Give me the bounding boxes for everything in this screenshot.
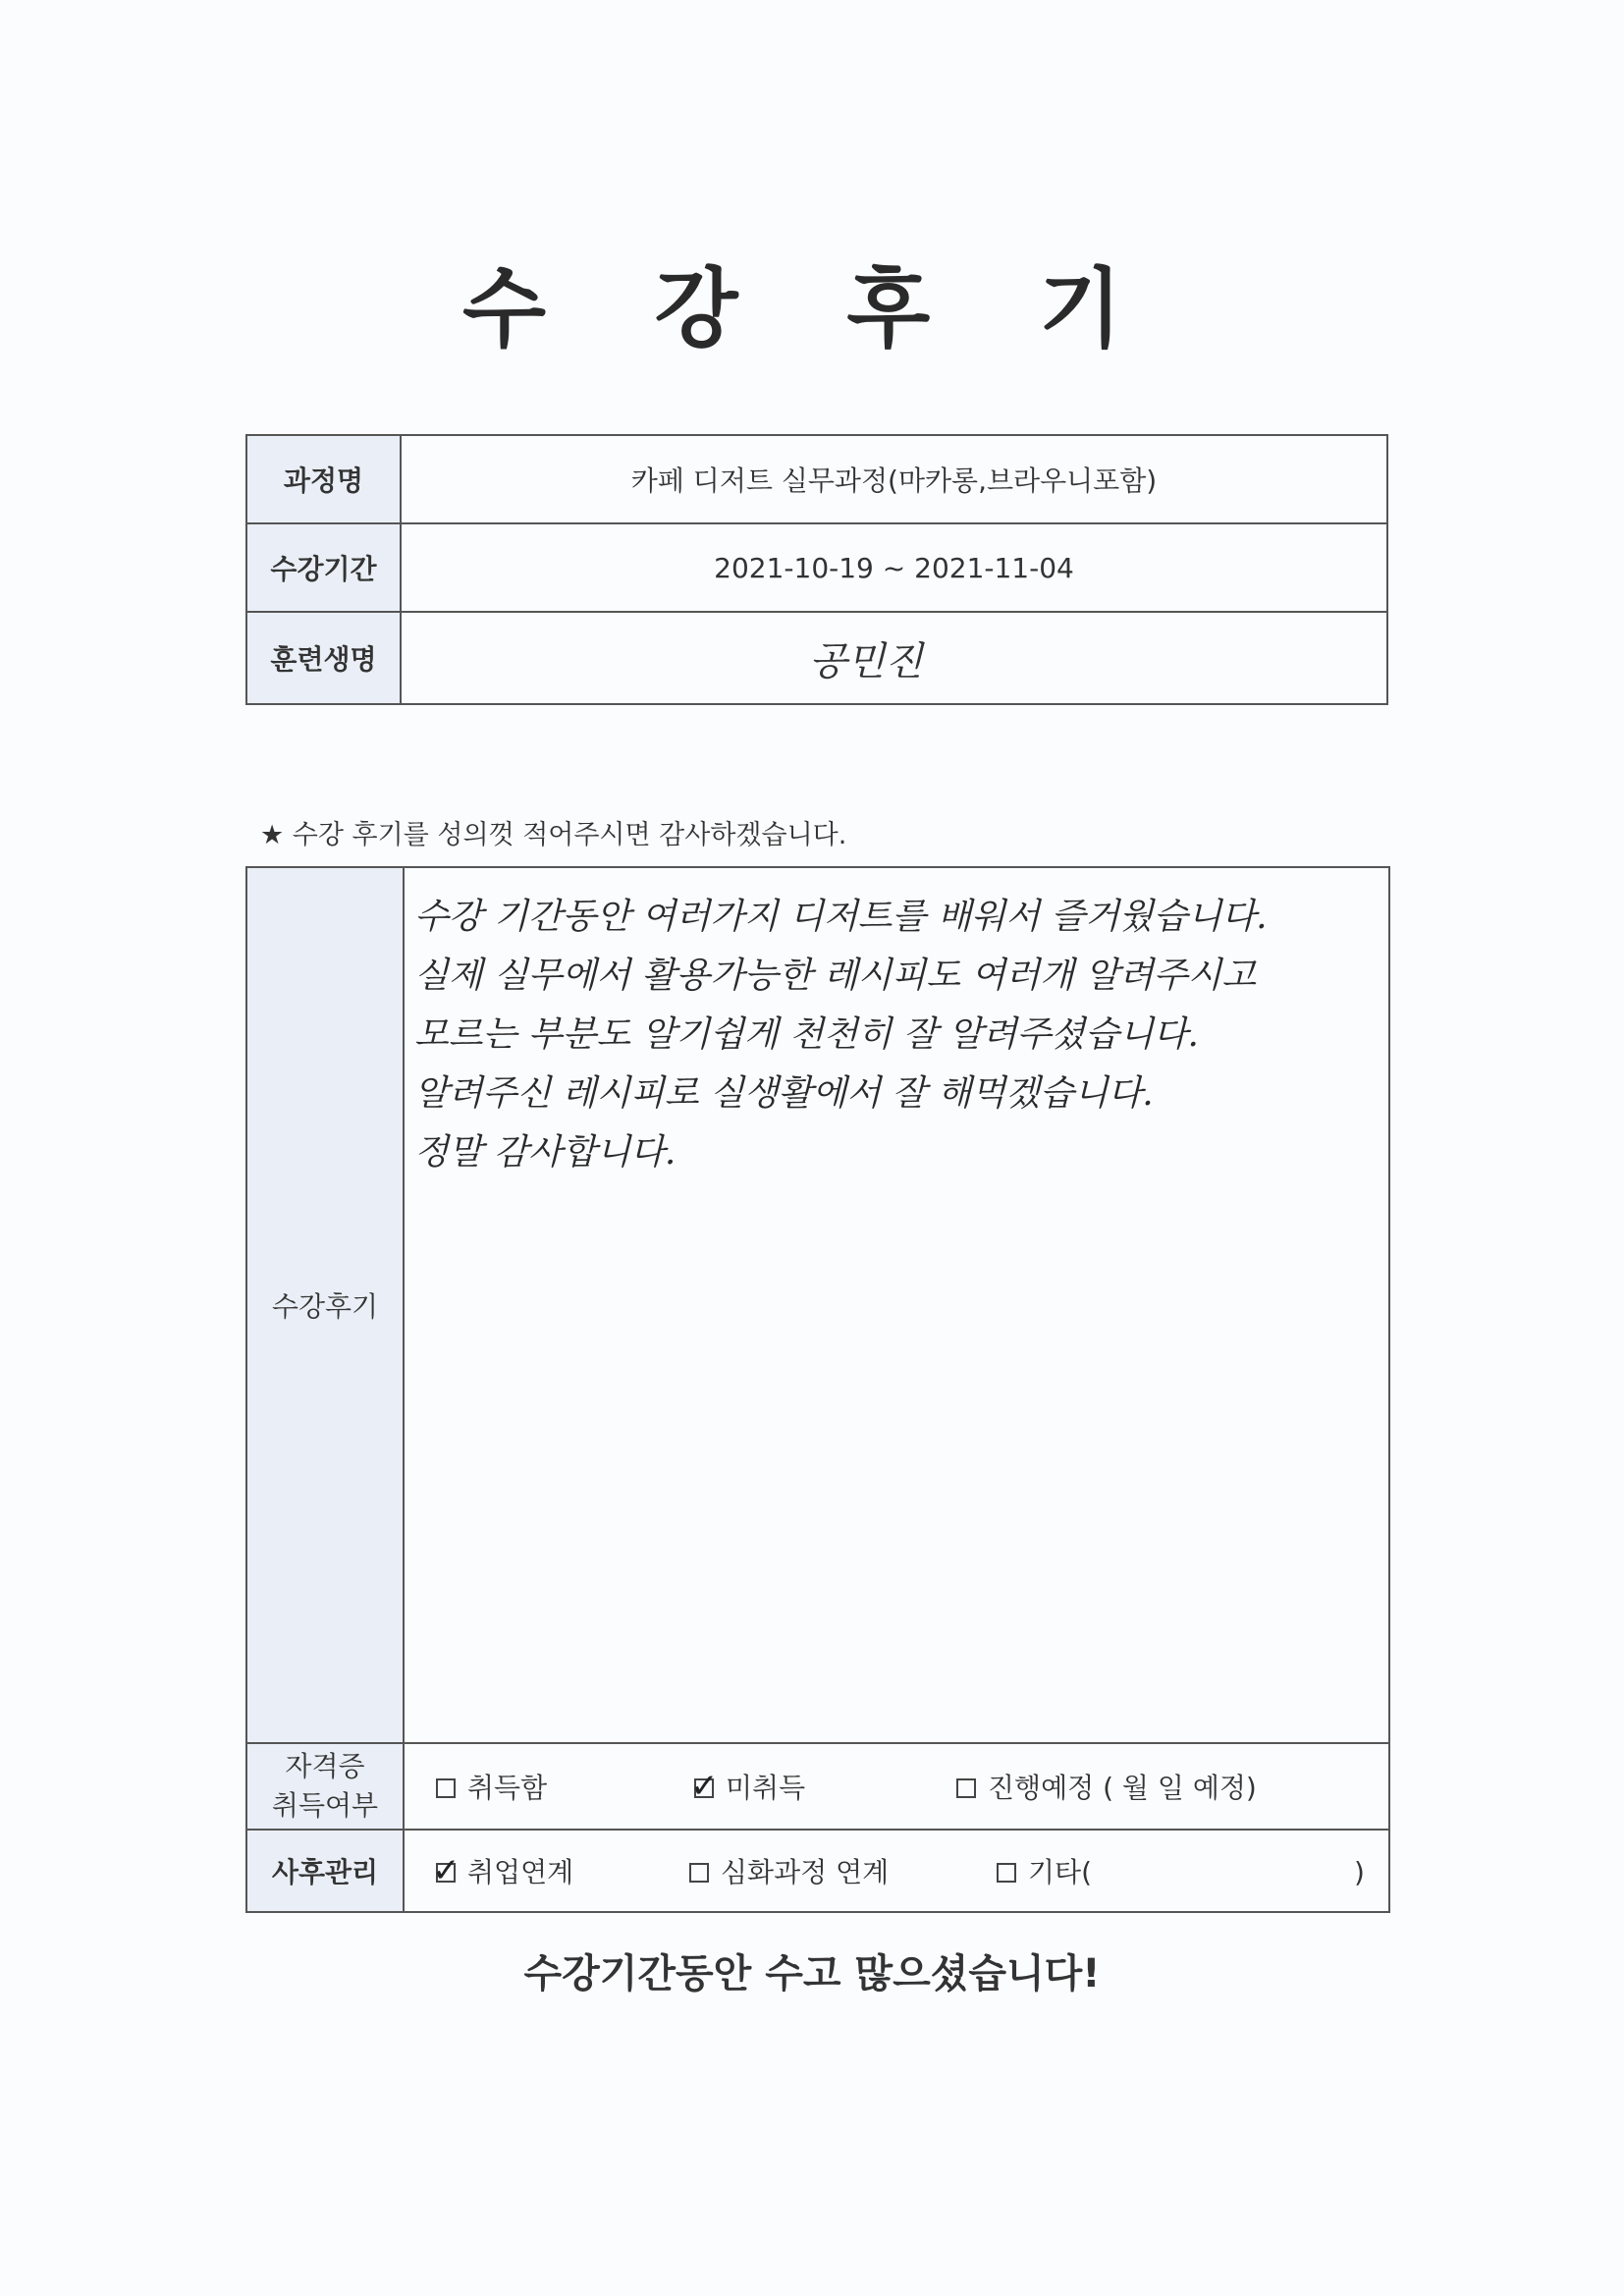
aftercare-label: 사후관리 (246, 1830, 404, 1912)
checkbox-checked[interactable] (690, 1767, 719, 1806)
course-value: 카페 디저트 실무과정(마카롱,브라우니포함) (401, 435, 1387, 523)
review-row (246, 867, 1389, 1743)
review-line: 모르는 부분도 알기쉽게 천천히 잘 알려주셨습니다. (414, 1014, 1199, 1055)
instruction-note: ★ 수강 후기를 성의껏 적어주시면 감사하겠습니다. (260, 820, 847, 850)
checkbox[interactable] (689, 1863, 709, 1883)
certification-row (246, 1743, 1389, 1830)
option-advanced-course[interactable] (689, 1851, 889, 1890)
closing-message: 수강기간동안 수고 많으셨습니다! (523, 1951, 1101, 1996)
course-info-table (245, 434, 1388, 705)
aftercare-row (246, 1830, 1389, 1912)
aftercare-options (404, 1830, 1389, 1912)
review-body (404, 867, 1389, 1743)
option-other[interactable] (997, 1851, 1365, 1890)
option-label: 기타( ) (1028, 1856, 1365, 1888)
checkbox[interactable] (436, 1778, 456, 1798)
period-row (246, 523, 1387, 612)
certification-options (404, 1743, 1389, 1830)
review-table (245, 866, 1390, 1913)
checkbox-checked[interactable] (432, 1851, 460, 1890)
course-label: 과정명 (246, 435, 401, 523)
option-in-progress[interactable] (956, 1767, 1257, 1806)
certification-label (246, 1743, 404, 1830)
period-label: 수강기간 (246, 523, 401, 612)
checkbox[interactable] (997, 1863, 1016, 1883)
review-line: 실제 실무에서 활용가능한 레시피도 여러개 알려주시고 (414, 956, 1257, 996)
review-line: 정말 감사합니다. (414, 1132, 677, 1173)
certification-label-line2: 취득여부 (271, 1789, 379, 1822)
option-acquired[interactable] (436, 1767, 547, 1806)
period-value: 2021-10-19 ~ 2021-11-04 (401, 523, 1387, 612)
option-label: 취득함 (467, 1772, 548, 1804)
check-mark-icon: ✓ (432, 1851, 460, 1890)
course-row (246, 435, 1387, 523)
option-not-acquired[interactable] (690, 1767, 806, 1806)
trainee-name-value: 공민진 (401, 612, 1387, 704)
option-label: 진행예정 ( 월 일 예정) (988, 1772, 1257, 1804)
checkbox[interactable] (956, 1778, 976, 1798)
option-label: 심화과정 연계 (721, 1856, 890, 1888)
review-line: 수강 기간동안 여러가지 디저트를 배워서 즐거웠습니다. (414, 897, 1268, 937)
option-label: 취업연계 (467, 1856, 574, 1888)
option-label: 미취득 (726, 1772, 806, 1804)
certification-label-line1: 자격증 (285, 1750, 365, 1782)
trainee-name-label: 훈련생명 (246, 612, 401, 704)
check-mark-icon: ✓ (690, 1767, 719, 1806)
form-title: 수 강 후 기 (462, 258, 1162, 359)
review-line: 알려주신 레시피로 실생활에서 잘 해먹겠습니다. (414, 1073, 1154, 1114)
option-job-linkage[interactable] (432, 1851, 574, 1890)
review-label: 수강후기 (246, 867, 404, 1743)
name-row (246, 612, 1387, 704)
